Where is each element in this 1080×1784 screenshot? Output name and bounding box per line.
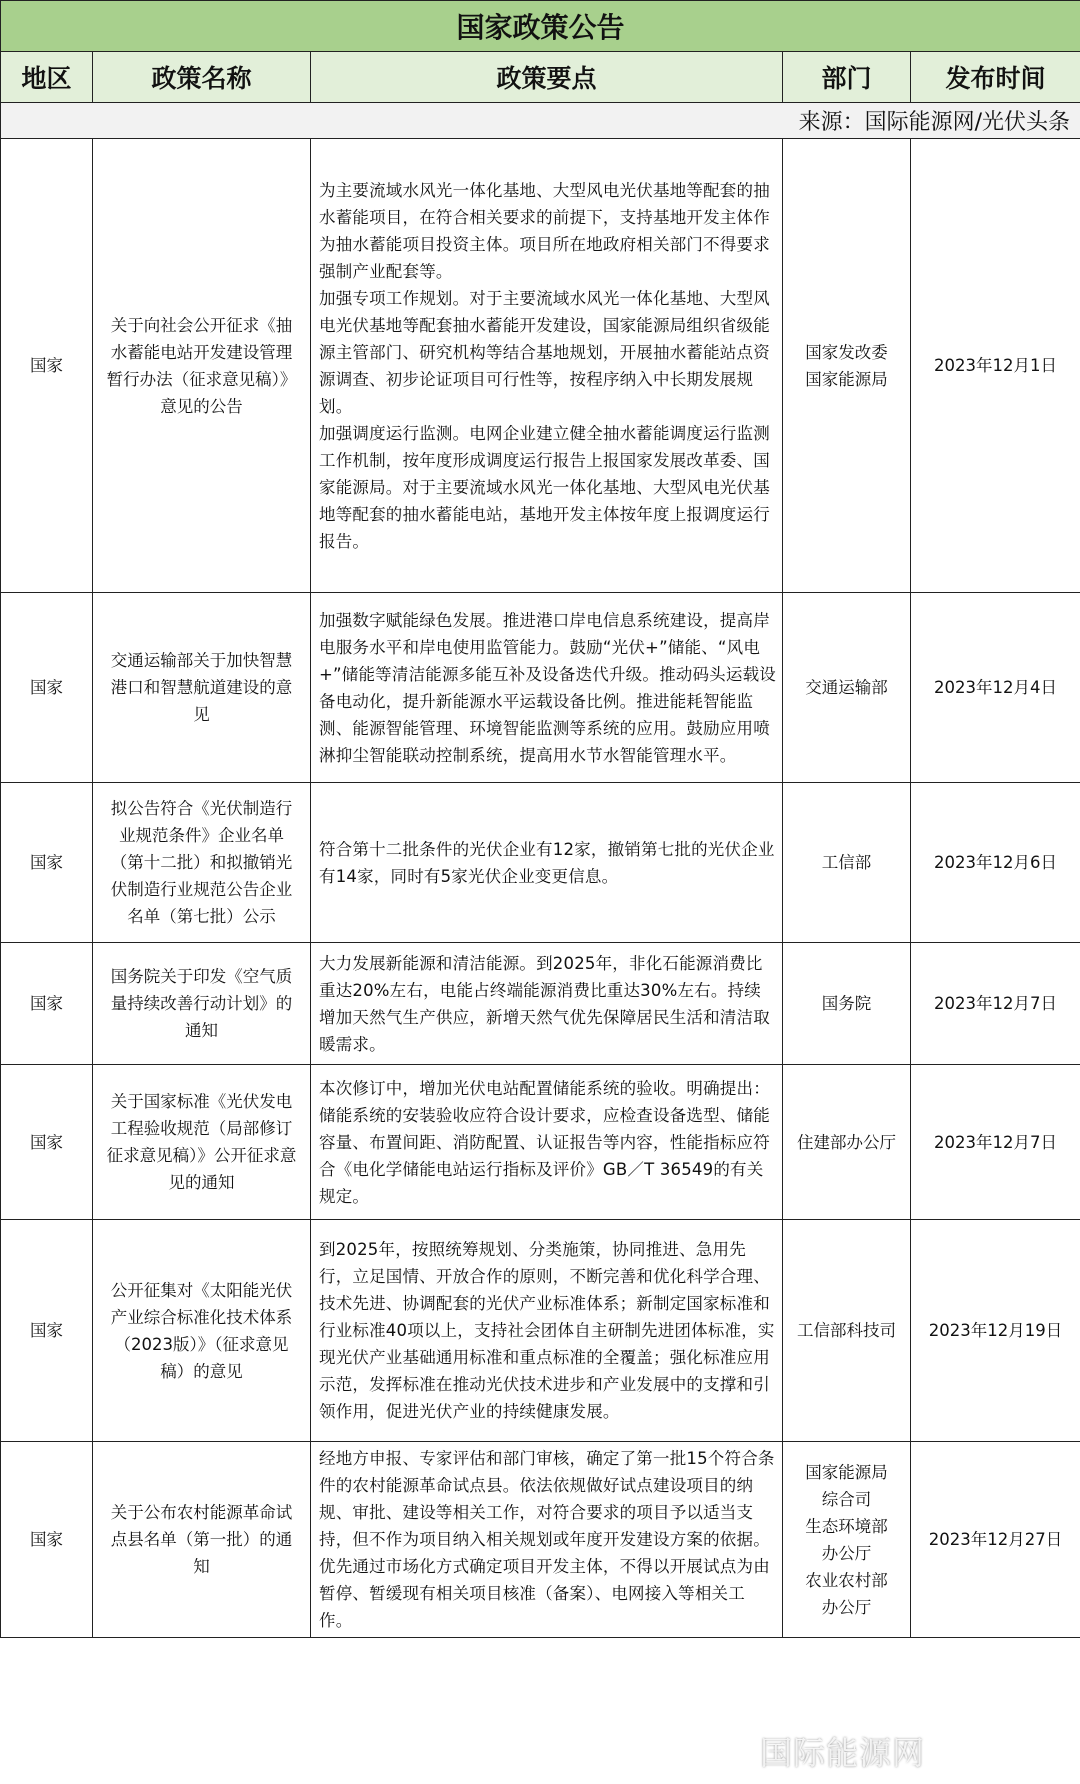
title-row (1, 1, 1080, 52)
policy-point-paragraph: 到2025年，按照统筹规划、分类施策，协同推进、急用先行，立足国情、开放合作的原则，不断完善和优化科学合理、技术先进、协调配套的光伏产业标准体系；新制定国家标准和行业标准40项以上，支持社会团体自主研制先进团体标准，实现光伏产业基础通用标准和重点标准的全覆盖；强化标准应用示范，发挥标准在推动光伏技术进步和产业发展中的支撑和引领作用，促进光伏产业的持续健康发展。 (319, 1240, 775, 1421)
policy-point-paragraph: 加强调度运行监测。电网企业建立健全抽水蓄能调度运行监测工作机制，按年度形成调度运行报告上报国家发展改革委、国家能源局。对于主要流域水风光一体化基地、大型风电光伏基地等配套的抽水蓄能电站，基地开发主体按年度上报调度运行报告。 (319, 423, 770, 551)
department-line: 办公厅 (821, 1597, 872, 1617)
cell-policy-points (311, 943, 783, 1065)
cell-department (783, 593, 911, 783)
cell-publish-date: 2023年12月19日 (911, 1220, 1080, 1442)
cell-policy-name: 关于国家标准《光伏发电工程验收规范（局部修订征求意见稿）》公开征求意见的通知 (93, 1065, 311, 1220)
table-row (1, 593, 1080, 783)
cell-policy-name: 国务院关于印发《空气质量持续改善行动计划》的通知 (93, 943, 311, 1065)
policy-point-paragraph: 为主要流域水风光一体化基地、大型风电光伏基地等配套的抽水蓄能项目，在符合相关要求的前提下，支持基地开发主体作为抽水蓄能项目投资主体。项目所在地政府相关部门不得要求强制产业配套等。 (319, 180, 770, 281)
cell-region: 国家 (1, 139, 93, 593)
table-row (1, 1220, 1080, 1442)
policy-point-paragraph: 加强数字赋能绿色发展。推进港口岸电信息系统建设，提高岸电服务水平和岸电使用监管能力。鼓励“光伏+”储能、“风电+”储能等清洁能源多能互补及设备迭代升级。推动码头运载设备电动化，提升新能源水平运载设备比例。推进能耗智能监测、能源智能管理、环境智能监测等系统的应用。鼓励应用喷淋抑尘智能联动控制系统，提高用水节水智能管理水平。 (319, 610, 776, 765)
source-note: 来源：国际能源网/光伏头条 (1, 103, 1080, 139)
cell-policy-points (311, 783, 783, 943)
cell-policy-name: 关于公布农村能源革命试点县名单（第一批）的通知 (93, 1442, 311, 1638)
cell-department (783, 1065, 911, 1220)
header-department: 部门 (783, 52, 911, 103)
department-line: 农业农村部 (805, 1570, 888, 1590)
cell-region: 国家 (1, 1442, 93, 1638)
header-row (1, 52, 1080, 103)
department-line: 工信部 (821, 853, 872, 872)
cell-department (783, 139, 911, 593)
department-line: 综合司 (821, 1489, 872, 1509)
department-line: 国家能源局 (805, 1462, 888, 1482)
table-row (1, 1065, 1080, 1220)
department-line: 工信部科技司 (797, 1321, 896, 1340)
cell-region: 国家 (1, 1220, 93, 1442)
cell-policy-name: 拟公告符合《光伏制造行业规范条件》企业名单（第十二批）和拟撤销光伏制造行业规范公告企业名单（第七批）公示 (93, 783, 311, 943)
watermark: 国际能源网 (760, 1734, 926, 1772)
department-line: 交通运输部 (805, 678, 888, 697)
department-line: 国家发改委 (805, 342, 888, 362)
cell-region: 国家 (1, 593, 93, 783)
department-line: 住建部办公厅 (797, 1132, 896, 1152)
policy-point-paragraph: 大力发展新能源和清洁能源。到2025年，非化石能源消费比重达20%左右，电能占终端能源消费比重达30%左右。持续增加天然气生产供应，新增天然气优先保障居民生活和清洁取暖需求。 (319, 953, 770, 1054)
department-line: 国家能源局 (805, 369, 888, 389)
cell-policy-name: 公开征集对《太阳能光伏产业综合标准化技术体系（2023版）》（征求意见稿）的意见 (93, 1220, 311, 1442)
cell-policy-points (311, 1220, 783, 1442)
cell-policy-name: 交通运输部关于加快智慧港口和智慧航道建设的意见 (93, 593, 311, 783)
cell-policy-points (311, 1065, 783, 1220)
cell-department (783, 783, 911, 943)
source-row (1, 103, 1080, 139)
table-row (1, 139, 1080, 593)
cell-department (783, 1442, 911, 1638)
table-row (1, 783, 1080, 943)
cell-policy-points (311, 1442, 783, 1638)
cell-publish-date: 2023年12月6日 (911, 783, 1080, 943)
cell-region: 国家 (1, 1065, 93, 1220)
table-body (1, 139, 1080, 1638)
department-line: 生态环境部 (805, 1516, 888, 1536)
header-region: 地区 (1, 52, 93, 103)
table-title: 国家政策公告 (1, 1, 1080, 52)
cell-publish-date: 2023年12月4日 (911, 593, 1080, 783)
policy-point-paragraph: 符合第十二批条件的光伏企业有12家，撤销第七批的光伏企业有14家，同时有5家光伏企业变更信息。 (319, 839, 775, 886)
cell-publish-date: 2023年12月7日 (911, 943, 1080, 1065)
cell-publish-date: 2023年12月27日 (911, 1442, 1080, 1638)
header-publish-date: 发布时间 (911, 52, 1080, 103)
department-line: 办公厅 (821, 1543, 872, 1563)
cell-policy-name: 关于向社会公开征求《抽水蓄能电站开发建设管理暂行办法（征求意见稿）》意见的公告 (93, 139, 311, 593)
cell-department (783, 943, 911, 1065)
policy-point-paragraph: 加强专项工作规划。对于主要流域水风光一体化基地、大型风电光伏基地等配套抽水蓄能开发建设，国家能源局组织省级能源主管部门、研究机构等结合基地规划，开展抽水蓄能站点资源调查、初步论证项目可行性等，按程序纳入中长期发展规划。 (319, 288, 770, 416)
cell-publish-date: 2023年12月1日 (911, 139, 1080, 593)
department-line: 国务院 (821, 994, 872, 1013)
policy-point-paragraph: 经地方申报、专家评估和部门审核，确定了第一批15个符合条件的农村能源革命试点县。依法依规做好试点建设项目的纳规、审批、建设等相关工作，对符合要求的项目予以适当支持，但不作为项目纳入相关规划或年度开发建设方案的依据。优先通过市场化方式确定项目开发主体，不得以开展试点为由暂停、暂缓现有相关项目核准（备案）、电网接入等相关工作。 (319, 1449, 775, 1630)
cell-publish-date: 2023年12月7日 (911, 1065, 1080, 1220)
cell-policy-points (311, 593, 783, 783)
table-row (1, 943, 1080, 1065)
header-policy-points: 政策要点 (311, 52, 783, 103)
cell-region: 国家 (1, 943, 93, 1065)
cell-policy-points (311, 139, 783, 593)
policy-point-paragraph: 本次修订中，增加光伏电站配置储能系统的验收。明确提出：储能系统的安装验收应符合设计要求，应检查设备选型、储能容量、布置间距、消防配置、认证报告等内容，性能指标应符合《电化学储能电站运行指标及评价》GB／T 36549的有关规定。 (319, 1078, 770, 1206)
cell-department (783, 1220, 911, 1442)
header-policy-name: 政策名称 (93, 52, 311, 103)
table-row (1, 1442, 1080, 1638)
cell-region: 国家 (1, 783, 93, 943)
